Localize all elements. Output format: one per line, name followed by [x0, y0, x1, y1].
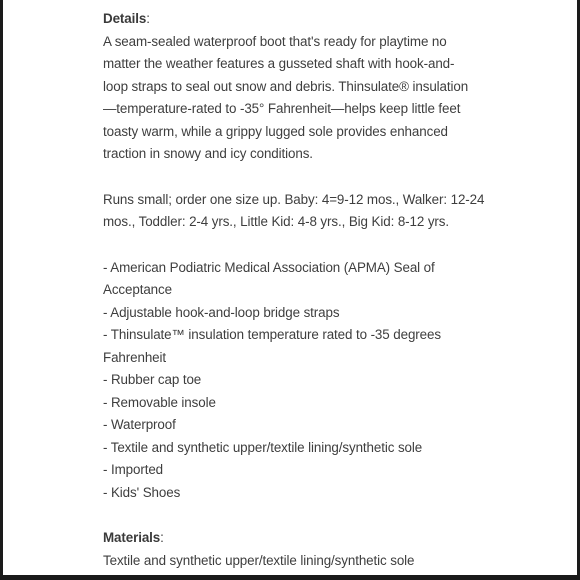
feature-item: Fahrenheit: [103, 349, 167, 365]
sizing-line: mos., Toddler: 2-4 yrs., Little Kid: 4-8 yrs., Big Kid: 8-12 yrs.: [103, 214, 450, 229]
feature-item: - Textile and synthetic upper/textile lining/synthetic sole: [103, 439, 423, 455]
feature-item: - Thinsulate™ insulation temperature rated to -35 degrees: [103, 327, 441, 342]
materials-heading-line: [103, 527, 503, 550]
frame-border-bottom: [0, 575, 580, 580]
sizing-line: Runs small; order one size up. Baby: 4=9-12 mos., Walker: 12-24: [103, 191, 485, 207]
frame-border-left: [0, 0, 3, 580]
feature-item: - Adjustable hook-and-loop bridge straps: [103, 304, 340, 320]
feature-item: - American Podiatric Medical Association (APMA) Seal of: [103, 259, 435, 275]
paragraph-spacer: [103, 504, 503, 527]
details-line: A seam-sealed waterproof boot that's ready for playtime no: [103, 33, 447, 49]
feature-item: - Waterproof: [103, 417, 176, 432]
description-content: [103, 8, 503, 572]
details-paragraph: [103, 31, 503, 166]
materials-value: Textile and synthetic upper/textile lining/synthetic sole: [103, 552, 415, 568]
paragraph-spacer: [103, 234, 503, 257]
details-heading-line: [103, 8, 503, 31]
paragraph-spacer: [103, 166, 503, 189]
details-line: —temperature-rated to -35° Fahrenheit—helps keep little feet: [103, 101, 461, 116]
details-line: loop straps to seal out snow and debris. Thinsulate® insulation: [103, 78, 469, 94]
features-list: [103, 257, 503, 505]
details-line: toasty warm, while a grippy lugged sole provides enhanced: [103, 123, 448, 139]
details-line: traction in snowy and icy conditions.: [103, 146, 313, 161]
materials-heading-colon: :: [160, 530, 164, 545]
feature-item: Acceptance: [103, 282, 172, 297]
feature-item: - Removable insole: [103, 394, 216, 410]
details-heading: Details: [103, 11, 147, 26]
details-line: matter the weather features a gusseted shaft with hook-and-: [103, 56, 455, 71]
sizing-paragraph: [103, 189, 503, 234]
feature-item: - Kids' Shoes: [103, 484, 181, 500]
feature-item: - Imported: [103, 462, 164, 477]
materials-heading: Materials: [103, 530, 161, 545]
feature-item: - Rubber cap toe: [103, 372, 202, 387]
details-heading-colon: :: [146, 11, 150, 26]
